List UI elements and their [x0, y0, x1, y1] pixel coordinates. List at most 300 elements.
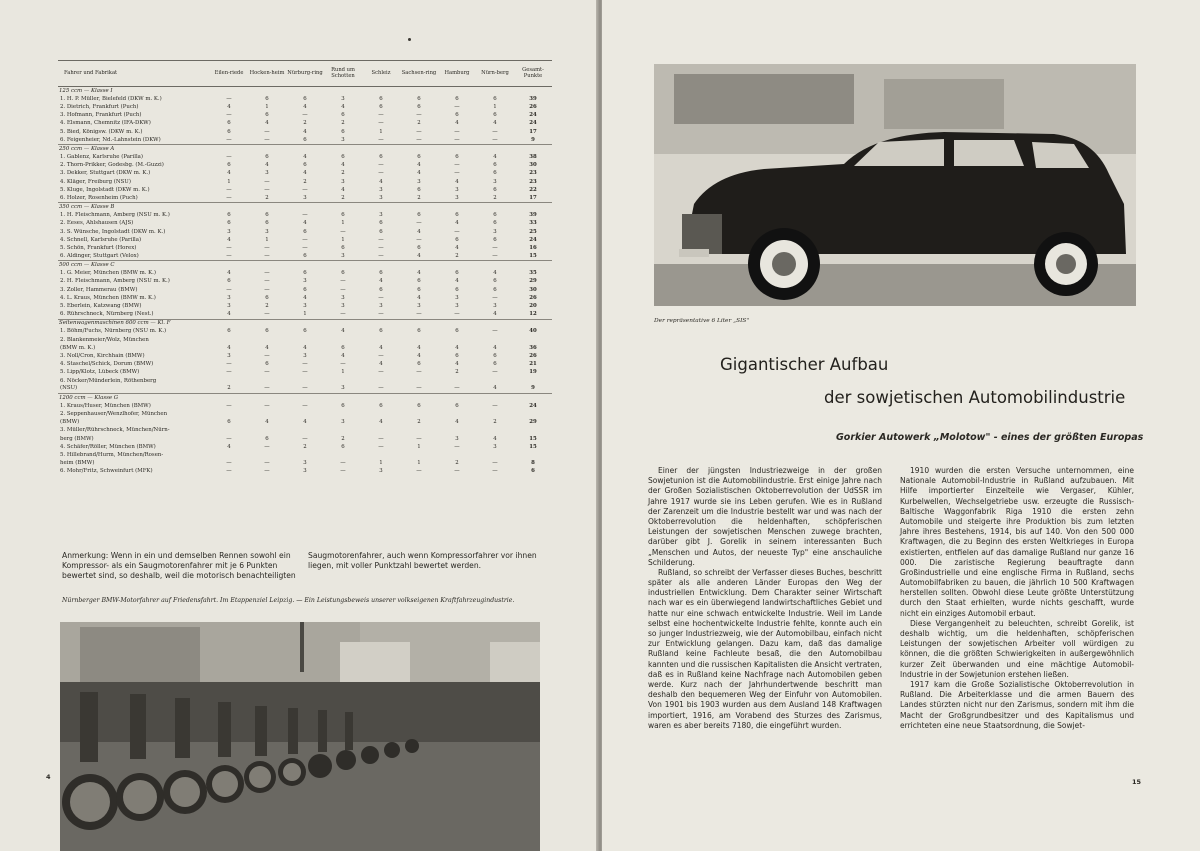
- points-cell: 6: [227, 278, 231, 285]
- points-cell: 6: [303, 286, 307, 293]
- points-cell: —: [378, 112, 384, 119]
- points-cell: —: [378, 310, 384, 317]
- table-header-row: [58, 61, 552, 87]
- total-cell: 6: [531, 468, 535, 475]
- rider-cell: 1. Gablenz, Karlsruhe (Parilla): [60, 154, 143, 161]
- table-row: [58, 336, 552, 344]
- points-cell: —: [416, 435, 422, 442]
- points-cell: —: [226, 136, 232, 143]
- table-row: [58, 212, 552, 220]
- points-cell: [400, 452, 438, 460]
- points-cell: 6: [227, 220, 231, 227]
- points-cell: [324, 427, 362, 435]
- points-cell: 4: [493, 270, 497, 277]
- points-cell: —: [226, 186, 232, 193]
- rider-cell: heim (BMW): [60, 460, 95, 467]
- points-cell: 4: [455, 361, 459, 368]
- points-cell: 6: [303, 270, 307, 277]
- points-cell: 1: [379, 128, 383, 135]
- total-cell: 23: [529, 178, 537, 185]
- points-cell: 6: [303, 162, 307, 169]
- points-cell: 3: [455, 294, 459, 301]
- rider-cell: (BMW m. K.): [60, 344, 96, 351]
- points-cell: 6: [303, 136, 307, 143]
- total-cell: 39: [529, 212, 537, 219]
- points-cell: 2: [341, 194, 345, 201]
- points-cell: 4: [455, 244, 459, 251]
- rider-cell: 1. H. Fleischmann, Amberg (NSU m. K.): [60, 212, 170, 219]
- table-row: [58, 228, 552, 236]
- points-cell: 6: [227, 419, 231, 426]
- points-cell: 4: [265, 162, 269, 169]
- points-cell: 6: [417, 278, 421, 285]
- points-cell: —: [454, 162, 460, 169]
- points-cell: [476, 411, 514, 419]
- class-heading: 125 ccm — Klasse I: [58, 87, 552, 96]
- points-cell: 6: [417, 244, 421, 251]
- points-cell: 3: [341, 303, 345, 310]
- points-cell: 3: [303, 303, 307, 310]
- rider-cell: 1. Kraus/Huser, München (BMW): [60, 402, 151, 409]
- points-cell: 6: [379, 104, 383, 111]
- points-cell: —: [454, 128, 460, 135]
- rider-cell: 6. Rührschneck, Nürnberg (Nest.): [60, 310, 154, 317]
- column-header: Rund um Schotten: [324, 61, 362, 87]
- points-cell: [248, 411, 286, 419]
- points-cell: 1: [417, 443, 421, 450]
- total-cell: 9: [531, 385, 535, 392]
- points-cell: 6: [303, 252, 307, 259]
- points-cell: 6: [227, 212, 231, 219]
- points-cell: [362, 452, 400, 460]
- total-cell: [514, 452, 552, 460]
- points-cell: —: [264, 352, 270, 359]
- table-row: [58, 154, 552, 162]
- points-cell: 3: [493, 303, 497, 310]
- total-cell: 20: [529, 303, 537, 310]
- points-cell: [362, 336, 400, 344]
- points-cell: 4: [303, 104, 307, 111]
- total-cell: 15: [529, 435, 537, 442]
- table-row: [58, 236, 552, 244]
- right-page: [602, 0, 1200, 851]
- points-cell: 3: [379, 186, 383, 193]
- points-cell: 6: [265, 220, 269, 227]
- points-cell: —: [340, 278, 346, 285]
- total-cell: 30: [529, 162, 537, 169]
- points-cell: —: [264, 128, 270, 135]
- points-cell: [362, 411, 400, 419]
- rider-cell: 5. Lipp/Klotz, Lübeck (BMW): [60, 369, 140, 376]
- total-cell: 17: [529, 128, 537, 135]
- page-number: 4: [46, 773, 51, 781]
- rider-cell: 2. Dietrich, Frankfurt (Puch): [60, 104, 139, 111]
- table-row: [58, 452, 552, 460]
- motorcycle-photo: [60, 622, 540, 851]
- photo-caption: Nürnberger BMW-Motorfahrer auf Friedensfahrt. Im Etappenziel Leipzig. — Ein Leistungsbeweis unserer volkseigenen Kraftfahrzeugindustrie.: [62, 597, 515, 604]
- points-cell: 4: [379, 361, 383, 368]
- table-row: [58, 460, 552, 468]
- points-cell: 6: [493, 95, 497, 102]
- points-cell: [400, 427, 438, 435]
- table-row: [58, 311, 552, 319]
- class-heading: 1200 ccm — Klasse G: [58, 394, 552, 403]
- table-row: [58, 220, 552, 228]
- table-row: [58, 303, 552, 311]
- points-cell: —: [340, 286, 346, 293]
- points-cell: [210, 377, 248, 385]
- points-cell: —: [492, 328, 498, 335]
- points-cell: 6: [265, 361, 269, 368]
- points-cell: 4: [417, 162, 421, 169]
- points-cell: [286, 452, 324, 460]
- table-row: [58, 344, 552, 352]
- points-cell: 4: [379, 344, 383, 351]
- points-cell: 3: [455, 435, 459, 442]
- points-cell: 4: [417, 294, 421, 301]
- points-cell: 4: [417, 344, 421, 351]
- points-cell: 4: [493, 435, 497, 442]
- points-cell: 4: [227, 236, 231, 243]
- points-cell: 6: [493, 352, 497, 359]
- points-cell: —: [416, 385, 422, 392]
- points-cell: [324, 452, 362, 460]
- table-row: [58, 136, 552, 144]
- rider-cell: 1. G. Meier, München (BMW m. K.): [60, 270, 156, 277]
- rider-cell: 2. Seppenhauser/Wenzlhofer, München: [60, 411, 168, 418]
- points-cell: 4: [417, 352, 421, 359]
- points-cell: 4: [341, 328, 345, 335]
- points-cell: 6: [379, 286, 383, 293]
- points-cell: 4: [341, 352, 345, 359]
- class-heading: 250 ccm — Klasse A: [58, 145, 552, 154]
- total-cell: 35: [529, 270, 537, 277]
- total-cell: 17: [529, 194, 537, 201]
- points-cell: —: [264, 278, 270, 285]
- class-heading: 350 ccm — Klasse B: [58, 203, 552, 212]
- photo-caption: Der repräsentative 6 Liter „SIS": [654, 318, 749, 324]
- column-header: Eilen-riede: [210, 61, 248, 87]
- points-cell: 2: [341, 435, 345, 442]
- total-cell: 39: [529, 95, 537, 102]
- points-cell: 2: [341, 120, 345, 127]
- paragraph: 1917 kam die Große Sozialistische Oktoberrevolution in Rußland. Die Arbeiterklasse und die armen Bauern des Landes stürzten nicht nur den Zarismus, sondern mit ihm die Macht der Großgrundbesitzer und des Kapitalismus und errichteten eine neue Staatsordnung, die Sowjet-: [900, 679, 1134, 730]
- total-cell: 8: [531, 460, 535, 467]
- rider-cell: 6. Holzer, Rosenheim (Puch): [60, 194, 138, 201]
- car-photo: [654, 64, 1136, 306]
- points-cell: —: [226, 95, 232, 102]
- points-cell: [476, 377, 514, 385]
- points-cell: [248, 427, 286, 435]
- points-cell: —: [378, 120, 384, 127]
- points-cell: —: [378, 136, 384, 143]
- table-row: [58, 377, 552, 385]
- points-cell: —: [264, 286, 270, 293]
- points-cell: 3: [493, 443, 497, 450]
- points-cell: —: [264, 252, 270, 259]
- points-cell: 3: [341, 136, 345, 143]
- points-cell: 6: [341, 244, 345, 251]
- points-cell: 4: [379, 278, 383, 285]
- points-cell: —: [302, 212, 308, 219]
- points-cell: —: [302, 186, 308, 193]
- points-cell: 4: [417, 170, 421, 177]
- rider-cell: 4. Staschel/Schick, Dorum (BMW): [60, 361, 154, 368]
- points-cell: 3: [341, 419, 345, 426]
- points-cell: —: [454, 443, 460, 450]
- table-row: [58, 104, 552, 112]
- note-text: Anmerkung: Wenn in ein und demselben Rennen sowohl ein Kompressor- als ein Saugmotorenfahrer mit je 6 Punkten bewertet sind, so deshalb, weil die motorisch benachteiligten Saugmotorenfahrer, auch wenn Kompressorfahrer vor ihnen liegen, mit voller Punktzahl bewertet werden.: [62, 551, 537, 581]
- points-cell: 4: [455, 344, 459, 351]
- class-heading-row: [58, 87, 552, 96]
- points-cell: 2: [303, 178, 307, 185]
- points-cell: 4: [493, 385, 497, 392]
- points-cell: 3: [227, 228, 231, 235]
- points-cell: 6: [493, 286, 497, 293]
- points-cell: 6: [303, 228, 307, 235]
- points-cell: 6: [227, 128, 231, 135]
- total-cell: 40: [529, 328, 537, 335]
- rider-cell: (BMW): [60, 419, 80, 426]
- points-cell: 4: [303, 419, 307, 426]
- points-cell: 4: [227, 310, 231, 317]
- points-cell: —: [264, 186, 270, 193]
- points-cell: [438, 411, 476, 419]
- points-cell: 6: [455, 236, 459, 243]
- points-cell: [286, 377, 324, 385]
- points-cell: 3: [455, 303, 459, 310]
- points-cell: 3: [341, 252, 345, 259]
- points-cell: 4: [227, 104, 231, 111]
- points-cell: 6: [493, 212, 497, 219]
- points-cell: 3: [379, 212, 383, 219]
- points-cell: 1: [303, 310, 307, 317]
- total-cell: 26: [529, 352, 537, 359]
- points-cell: —: [340, 310, 346, 317]
- points-cell: 6: [417, 95, 421, 102]
- article-body: [648, 466, 1134, 731]
- points-cell: 6: [417, 328, 421, 335]
- points-cell: [438, 452, 476, 460]
- points-cell: 6: [455, 352, 459, 359]
- points-cell: 4: [417, 270, 421, 277]
- points-cell: —: [378, 443, 384, 450]
- paragraph: Diese Vergangenheit zu beleuchten, schreibt Gorelik, ist deshalb wichtig, um die heldenhaften, schöpferischen Leistungen der sowjetischen Arbeiter voll würdigen zu können, die die größten Schwierigkeiten in außergewöhnlich kurzer Zeit überwanden und eine mächtige Automobil-Industrie in der Sowjetunion erstehen ließen.: [900, 618, 1134, 679]
- points-cell: 4: [493, 310, 497, 317]
- total-cell: 22: [529, 186, 537, 193]
- table-row: [58, 162, 552, 170]
- points-cell: 6: [265, 112, 269, 119]
- rider-cell: 5. Schön, Frankfurt (Horex): [60, 244, 137, 251]
- table-row: [58, 353, 552, 361]
- points-cell: 6: [341, 128, 345, 135]
- points-cell: 1: [341, 236, 345, 243]
- rider-cell: 3. Hofmann, Frankfurt (Puch): [60, 112, 142, 119]
- points-cell: 6: [417, 212, 421, 219]
- points-cell: [210, 411, 248, 419]
- total-cell: 24: [529, 120, 537, 127]
- points-cell: 6: [303, 95, 307, 102]
- points-cell: 4: [455, 419, 459, 426]
- points-cell: 4: [493, 344, 497, 351]
- points-cell: —: [416, 310, 422, 317]
- rider-cell: berg (BMW): [60, 435, 94, 442]
- points-cell: 6: [227, 120, 231, 127]
- table-row: [58, 278, 552, 286]
- points-cell: —: [226, 154, 232, 161]
- points-cell: 1: [341, 220, 345, 227]
- total-cell: [514, 377, 552, 385]
- rider-cell: 3. Zoller, Hammerau (BMW): [60, 286, 138, 293]
- rider-cell: 5. Bied, Königsw. (DKW m. K.): [60, 128, 143, 135]
- points-cell: 2: [455, 460, 459, 467]
- article-title-line1: Gigantischer Aufbau: [720, 355, 889, 374]
- points-cell: 3: [455, 186, 459, 193]
- left-page: [0, 0, 598, 851]
- class-heading: Seitenwagenmaschinen 600 ccm — Kl. F: [58, 319, 552, 328]
- points-cell: 2: [303, 120, 307, 127]
- points-cell: 1: [379, 460, 383, 467]
- total-cell: 12: [529, 310, 537, 317]
- points-cell: —: [454, 104, 460, 111]
- rider-cell: 2. Blankenmeier/Wolz, München: [60, 336, 149, 343]
- points-cell: 6: [379, 228, 383, 235]
- points-cell: [400, 411, 438, 419]
- points-cell: 1: [227, 178, 231, 185]
- points-cell: —: [264, 385, 270, 392]
- points-cell: —: [302, 361, 308, 368]
- total-cell: 15: [529, 443, 537, 450]
- points-cell: —: [492, 402, 498, 409]
- points-cell: —: [378, 435, 384, 442]
- points-cell: 6: [341, 270, 345, 277]
- points-cell: 6: [341, 112, 345, 119]
- article-title-line2: der sowjetischen Automobilindustrie: [824, 388, 1126, 407]
- points-cell: —: [302, 385, 308, 392]
- points-cell: 4: [227, 344, 231, 351]
- points-cell: 6: [493, 162, 497, 169]
- table-row: [58, 128, 552, 136]
- points-cell: 4: [265, 419, 269, 426]
- points-cell: —: [378, 352, 384, 359]
- points-cell: —: [264, 136, 270, 143]
- points-cell: 6: [379, 95, 383, 102]
- total-cell: 15: [529, 252, 537, 259]
- points-cell: 6: [455, 95, 459, 102]
- class-heading-row: [58, 203, 552, 212]
- table-row: [58, 286, 552, 294]
- points-cell: —: [226, 435, 232, 442]
- rider-cell: (NSU): [60, 385, 78, 392]
- table-row: [58, 96, 552, 104]
- points-cell: 4: [227, 170, 231, 177]
- points-cell: 6: [265, 294, 269, 301]
- points-cell: [210, 336, 248, 344]
- points-cell: —: [302, 435, 308, 442]
- rider-cell: 6. Nöcker/Münderlein, Röthenberg: [60, 377, 157, 384]
- rider-cell: 3. Müller/Rührschneck, München/Nürn-: [60, 427, 170, 434]
- points-cell: [438, 427, 476, 435]
- points-cell: 4: [227, 443, 231, 450]
- points-cell: —: [378, 236, 384, 243]
- points-cell: [476, 336, 514, 344]
- points-cell: 3: [379, 194, 383, 201]
- paragraph: 1910 wurden die ersten Versuche unternommen, eine Nationale Automobil-Industrie in Rußland aufzubauen. Mit Hilfe importierter Einzelteile wie Vergaser, Kühler, Kurbelwellen, Wechselgetriebe usw. erzeugte die Russisch-Baltische Waggonfabrik Riga 1910 die ersten zehn Automobile und steigerte ihre Produktion bis zum letzten Jahre ihres Bestehens, 1914, bis auf 140. Von den 500 000 Kraftwagen, die zu Beginn des ersten Weltkrieges in Europa existierten, entfielen auf das damalige Rußland nur ganze 16 000. Die zaristische Regierung beauftragte dann Großindustrielle und eine englische Firma in Rußland, sechs Automobilfabriken zu bauen, die jährlich 10 500 Kraftwagen herstellen sollten. Obwohl diese Leute größte Unterstützung durch den Staat erhielten, wurde nichts geschafft, wurde nicht ein einziges Automobil erbaut.: [900, 466, 1134, 618]
- article-subtitle: Gorkier Autowerk „Molotow" - eines der größten Europas: [836, 432, 1144, 443]
- points-cell: —: [340, 460, 346, 467]
- points-cell: 3: [341, 294, 345, 301]
- points-cell: 2: [455, 252, 459, 259]
- points-cell: 4: [303, 170, 307, 177]
- table-row: [58, 403, 552, 411]
- points-cell: 6: [417, 286, 421, 293]
- points-cell: 2: [227, 385, 231, 392]
- points-cell: 6: [265, 328, 269, 335]
- points-cell: 6: [493, 220, 497, 227]
- points-cell: —: [264, 270, 270, 277]
- points-cell: 2: [303, 443, 307, 450]
- points-cell: —: [416, 236, 422, 243]
- points-cell: 6: [455, 154, 459, 161]
- column-header: Fahrer und Fabrikat: [58, 61, 210, 87]
- points-cell: 4: [303, 128, 307, 135]
- points-cell: 4: [341, 162, 345, 169]
- points-cell: 6: [379, 154, 383, 161]
- column-header: Gesamt-Punkte: [514, 61, 552, 87]
- points-cell: [248, 377, 286, 385]
- points-cell: 4: [227, 270, 231, 277]
- points-cell: 6: [455, 286, 459, 293]
- total-cell: 26: [529, 104, 537, 111]
- points-cell: 4: [265, 120, 269, 127]
- results-table: [58, 60, 552, 476]
- points-cell: —: [454, 468, 460, 475]
- points-cell: 6: [493, 236, 497, 243]
- points-cell: —: [226, 112, 232, 119]
- points-cell: —: [378, 294, 384, 301]
- total-cell: 36: [529, 344, 537, 351]
- points-cell: —: [416, 220, 422, 227]
- rider-cell: 6. Aldinger, Stuttgart (Velox): [60, 252, 139, 259]
- points-cell: —: [264, 369, 270, 376]
- points-cell: [476, 452, 514, 460]
- points-cell: —: [378, 244, 384, 251]
- table-row: [58, 178, 552, 186]
- total-cell: 24: [529, 112, 537, 119]
- points-cell: 4: [455, 278, 459, 285]
- table-row: [58, 435, 552, 443]
- points-cell: 4: [493, 120, 497, 127]
- total-cell: 25: [529, 228, 537, 235]
- points-cell: 3: [227, 294, 231, 301]
- points-cell: —: [226, 252, 232, 259]
- total-cell: [514, 427, 552, 435]
- points-cell: —: [302, 244, 308, 251]
- class-heading-row: [58, 261, 552, 270]
- points-cell: —: [492, 244, 498, 251]
- points-cell: 6: [455, 328, 459, 335]
- points-cell: 3: [379, 468, 383, 475]
- points-cell: [438, 377, 476, 385]
- points-cell: —: [302, 369, 308, 376]
- table-row: [58, 419, 552, 427]
- total-cell: [514, 336, 552, 344]
- column-header: Hamburg: [438, 61, 476, 87]
- table-row: [58, 195, 552, 203]
- table-row: [58, 468, 552, 476]
- table-row: [58, 369, 552, 377]
- total-cell: 30: [529, 286, 537, 293]
